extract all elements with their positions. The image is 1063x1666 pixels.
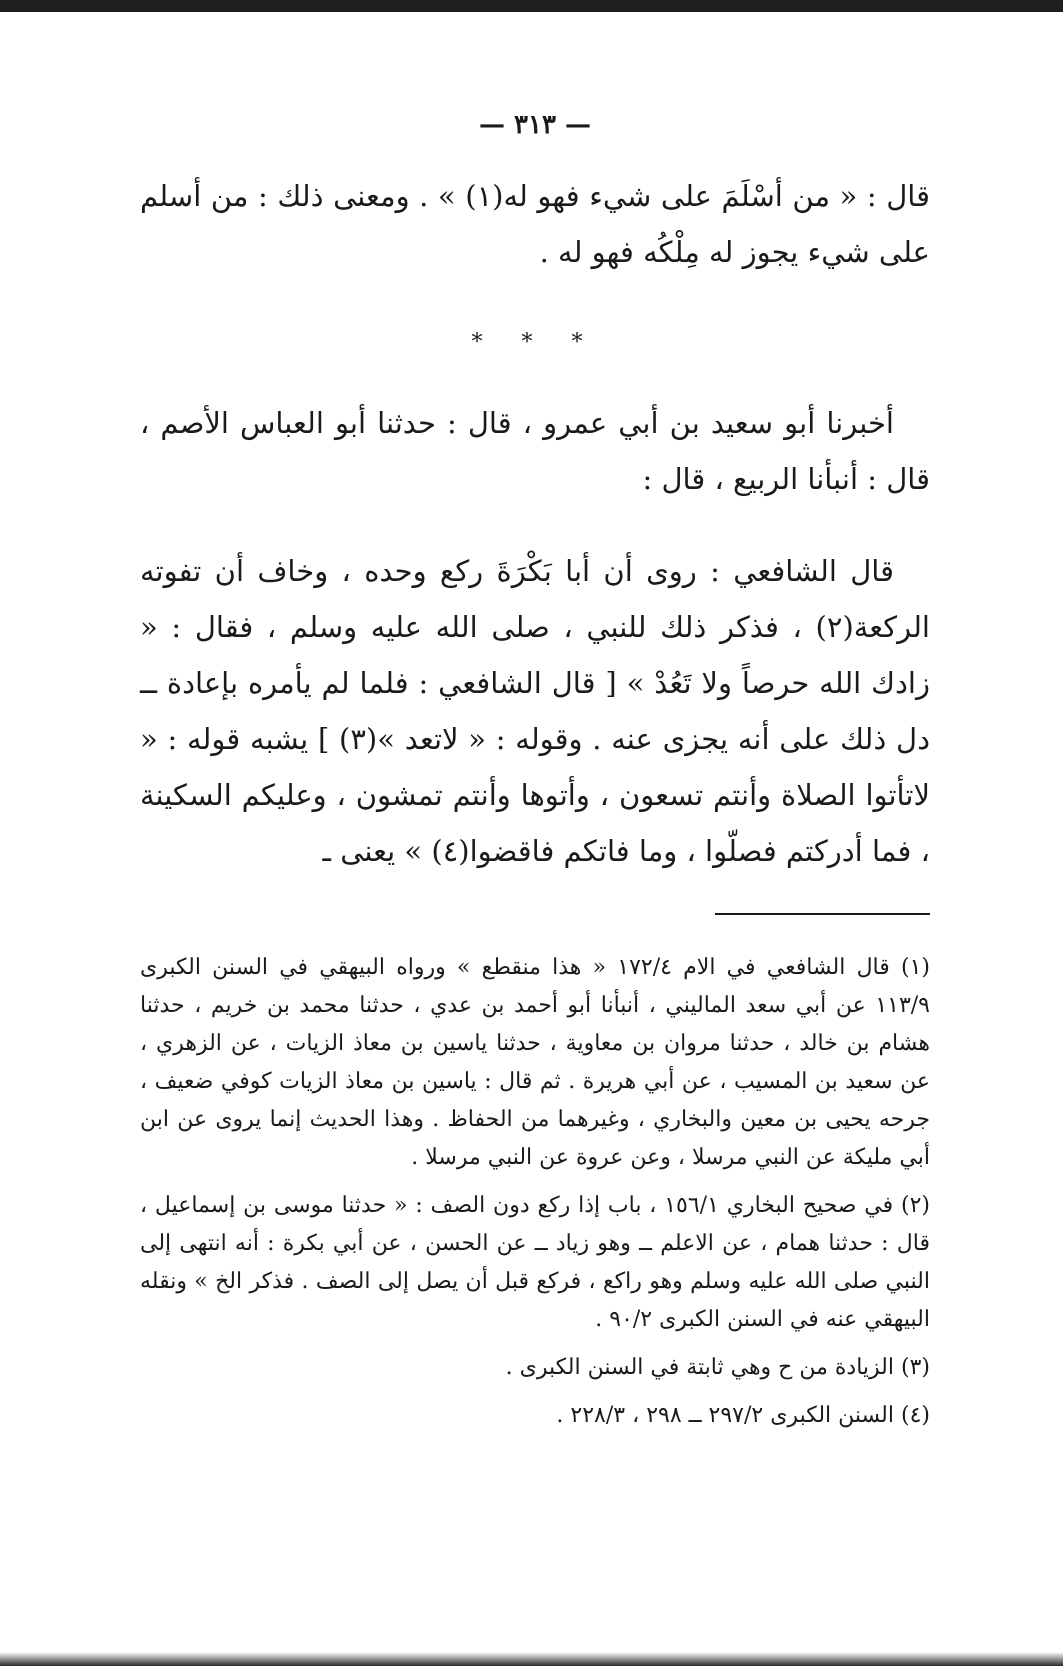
- paragraph-2: أخبرنا أبو سعيد بن أبي عمرو ، قال : حدثنا أبو العباس الأصم ، قال : أنبأنا الربيع ، قال :: [140, 406, 930, 496]
- footnote-3: (٣) الزيادة من ح وهي ثابتة في السنن الكبرى .: [505, 1355, 930, 1380]
- scan-bottom-border: [0, 1652, 1063, 1666]
- footnote-2: (٢) في صحيح البخاري ١٥٦/١ ، باب إذا ركع دون الصف : « حدثنا موسى بن إسماعيل ، قال : حدثنا همام ، عن الاعلم ــ وهو زياد ــ عن الحسن ، عن أبي بكرة : أنه انتهى إلى النبي صلى الله عليه وسلم وهو راكع ، فركع قبل أن يصل إلى الصف . فذكر الخ » ونقله البيهقي عنه في السنن الكبرى ٩٠/٢ .: [140, 1193, 930, 1332]
- document-page: [140, 110, 930, 1445]
- footnotes: [140, 949, 930, 1435]
- scan-top-border: [0, 0, 1063, 12]
- footnote-divider: [715, 913, 930, 915]
- paragraph-3: قال الشافعي : روى أن أبا بَكْرَةَ ركع وحده ، وخاف أن تفوته الركعة(٢) ، فذكر ذلك للنبي ، صلى الله عليه وسلم ، فقال : « زادك الله حرصاً ولا تَعُدْ » [ قال الشافعي : فلما لم يأمره بإعادة ــ دل ذلك على أنه يجزى عنه . وقوله : « لاتعد »(٣) ] يشبه قوله : « لاتأتوا الصلاة وأنتم تسعون ، وأتوها وأنتم تمشون ، وعليكم السكينة ، فما أدركتم فصلّوا ، وما فاتكم فاقضوا(٤) » يعنى ـ: [140, 554, 930, 868]
- page-number: — ٣١٣ —: [478, 110, 592, 140]
- section-separator: * * *: [471, 330, 599, 355]
- paragraph-1: قال : « من أسْلَمَ على شيء فهو له(١) » . ومعنى ذلك : من أسلم على شيء يجوز له مِلْكُه فهو له .: [140, 179, 930, 269]
- footnote-1: (١) قال الشافعي في الام ١٧٢/٤ « هذا منقطع » ورواه البيهقي في السنن الكبرى ١١٣/٩ عن أبي سعد الماليني ، أنبأنا أبو أحمد بن عدي ، حدثنا محمد بن خريم ، حدثنا هشام بن خالد ، حدثنا مروان بن معاوية ، حدثنا ياسين بن معاذ الزيات ، عن الزهري ، عن سعيد بن المسيب ، عن أبي هريرة . ثم قال : ياسين بن معاذ الزيات كوفي ضعيف ، جرحه يحيى بن معين والبخاري ، وغيرهما من الحفاظ . وهذا الحديث إنما يروى عن ابن أبي مليكة عن النبي مرسلا ، وعن عروة عن النبي مرسلا .: [140, 955, 930, 1170]
- footnote-4: (٤) السنن الكبرى ٢٩٧/٢ ــ ٢٩٨ ، ٢٢٨/٣ .: [556, 1403, 930, 1428]
